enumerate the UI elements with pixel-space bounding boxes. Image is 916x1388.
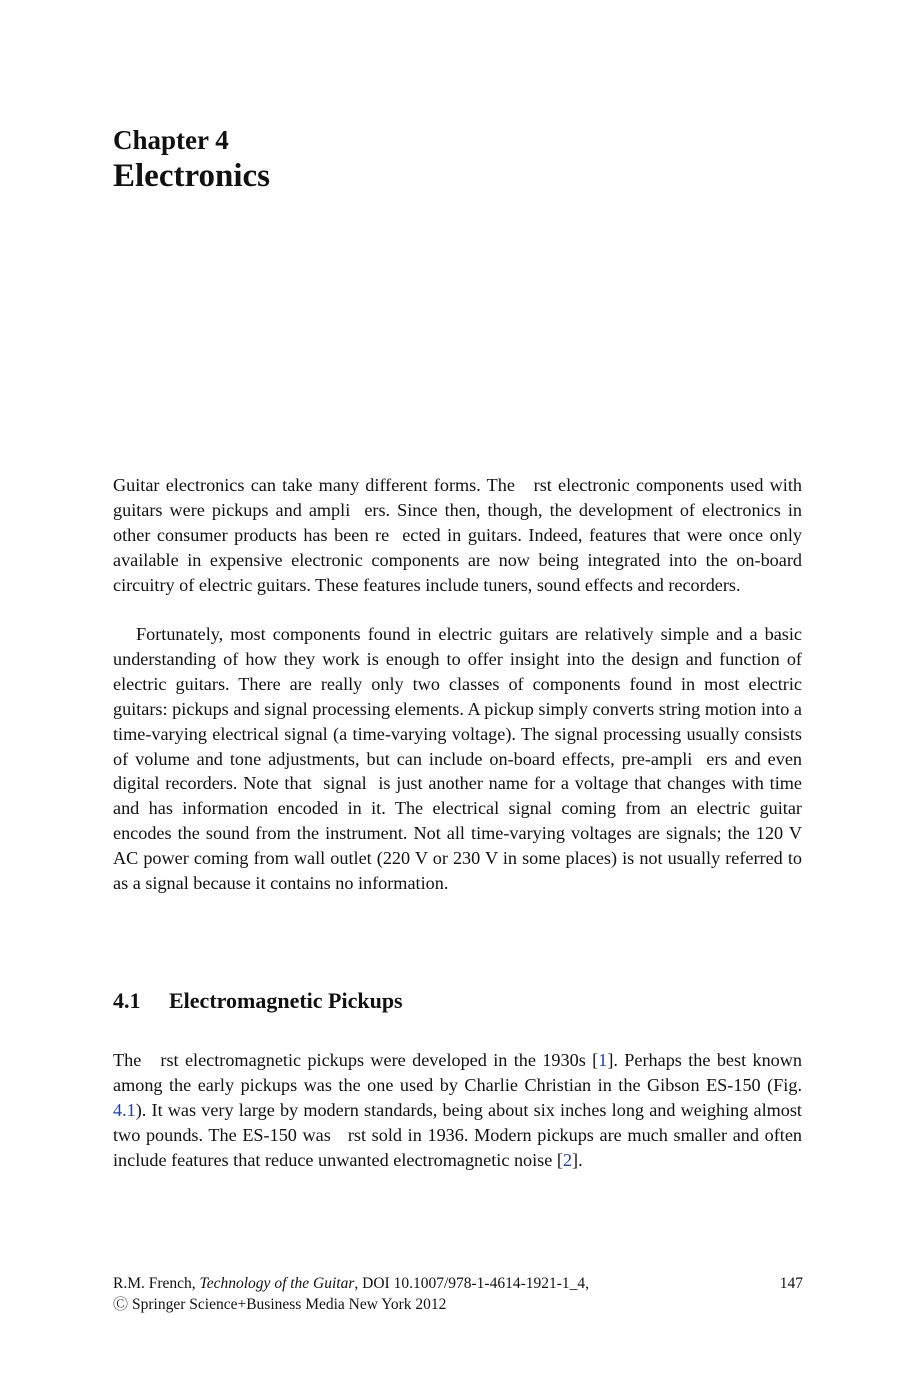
section-paragraph-text-1: The rst electromagnetic pickups were developed in the 1930s [ — [113, 1050, 599, 1070]
figure-link[interactable]: 4.1 — [113, 1099, 136, 1120]
section-paragraph-text-4: ]. — [572, 1149, 583, 1170]
section-paragraph-text-3: ). It was very large by modern standards, being about six inches long and weighing almost two pounds. The ES-150 was rst sold in 1936. Modern pickups are much smaller and often include features that reduce unwanted electromagnetic noise [ — [113, 1099, 802, 1170]
page-number: 147 — [779, 1275, 803, 1292]
citation-link-1[interactable]: 1 — [598, 1050, 608, 1070]
chapter-title: Electronics — [113, 158, 271, 194]
footer-citation-line — [113, 1273, 803, 1294]
section-paragraph-text-2: ]. Perhaps the best known among the early pickups was the one used by Charlie Christian in the Gibson ES-150 (Fig. — [113, 1050, 803, 1095]
footer-doi: , DOI 10.1007/978-1-4614-1921-1_4, — [354, 1275, 590, 1292]
intro-paragraph-1: Guitar electronics can take many different forms. The rst electronic components used with guitars were pickups and ampli ers. Since then, though, the development of electronics in other consumer products has been re ected in guitars. Indeed, features that were once only available in expensive electronic components are now being integrated into the on-board circuitry of electric guitars. These features include tuners, sound effects and recorders. — [113, 475, 802, 595]
section-heading — [113, 986, 403, 1016]
page-footer — [113, 1273, 803, 1316]
section-title: Electromagnetic Pickups — [169, 988, 403, 1013]
citation-link-2[interactable]: 2 — [562, 1149, 573, 1170]
footer-author: R.M. French, — [113, 1275, 200, 1292]
footer-book-title: Technology of the Guitar — [199, 1275, 355, 1292]
copyright-icon: Ⓒ — [113, 1297, 129, 1313]
footer-citation — [113, 1273, 589, 1294]
footer-publisher: Springer Science+Business Media New York 2012 — [132, 1296, 447, 1313]
section-paragraph — [113, 1048, 802, 1173]
footer-copyright-line — [113, 1294, 803, 1316]
intro-paragraph-2: Fortunately, most components found in electric guitars are relatively simple and a basic understanding of how they work is enough to offer insight into the design and function of electric guitars. There are really only two classes of components found in most electric guitars: pickups and signal processing elements. A pickup simply converts string motion into a time-varying electrical signal (a time-varying voltage). The signal processing usually consists of volume and tone adjustments, but can include on-board effects, pre-ampli ers and even digital recorders. Note that signal is just another name for a voltage that changes with time and has information encoded in it. The electrical signal coming from an electric guitar encodes the sound from the instrument. Not all time-varying voltages are signals; the 120 V AC power coming from wall outlet (220 V or 230 V in some places) is not usually referred to as a signal because it contains no information. — [113, 624, 802, 894]
chapter-label: Chapter 4 — [113, 125, 229, 155]
section-number: 4.1 — [113, 988, 141, 1013]
